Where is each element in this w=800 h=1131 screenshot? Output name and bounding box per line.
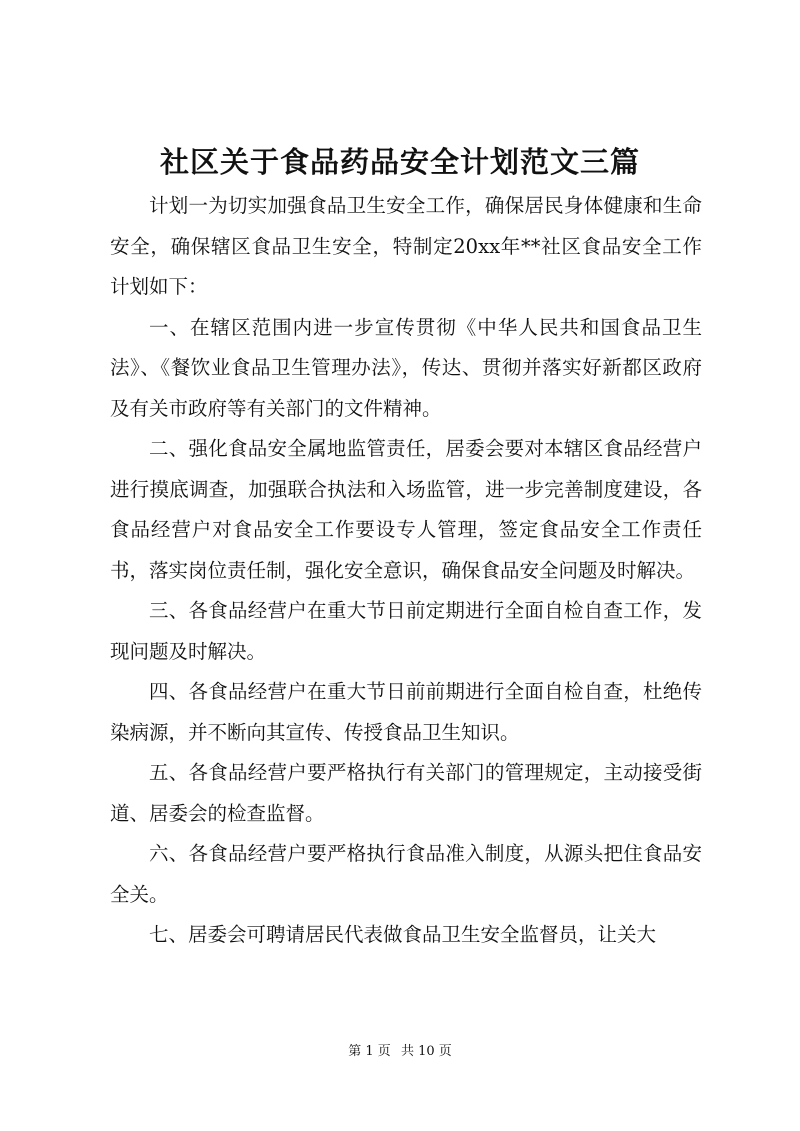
paragraph-item-7: 七、居委会可聘请居民代表做食品卫生安全监督员，让关大 [149, 923, 657, 946]
paragraph-item-2: 二、强化食品安全属地监管责任，居委会要对本辖区食品经营户进行摸底调查，加强联合执法和入场监管，进一步完善制度建设，各食品经营户对食品安全工作要设专人管理，签定食品安全工作责任书，落实岗位责任制，强化安全意识，确保食品安全问题及时解决。 [110, 437, 702, 582]
paragraph-item-1: 一、在辖区范围内进一步宣传贯彻《中华人民共和国食品卫生法》、《餐饮业食品卫生管理办法》，传达、贯彻并落实好新都区政府及有关市政府等有关部门的文件精神。 [110, 315, 702, 420]
paragraph-item-6: 六、各食品经营户要严格执行食品准入制度，从源头把住食品安全关。 [110, 842, 702, 906]
document-title: 社区关于食品药品安全计划范文三篇 [159, 145, 640, 179]
document-body [110, 186, 702, 956]
paragraph-item-4: 四、各食品经营户在重大节日前前期进行全面自检自查，杜绝传染病源，并不断向其宣传、传授食品卫生知识。 [110, 680, 702, 744]
page-total: 共 10 页 [400, 1044, 452, 1059]
page-footer [0, 1042, 800, 1062]
page-number: 第 1 页 [348, 1044, 391, 1059]
paragraph-item-5: 五、各食品经营户要严格执行有关部门的管理规定，主动接受街道、居委会的检查监督。 [110, 761, 702, 825]
paragraph-intro: 计划一为切实加强食品卫生安全工作，确保居民身体健康和生命安全，确保辖区食品卫生安全，特制定20xx年**社区食品安全工作计划如下： [110, 194, 702, 298]
paragraph-item-3: 三、各食品经营户在重大节日前定期进行全面自检自查工作，发现问题及时解决。 [110, 599, 702, 663]
